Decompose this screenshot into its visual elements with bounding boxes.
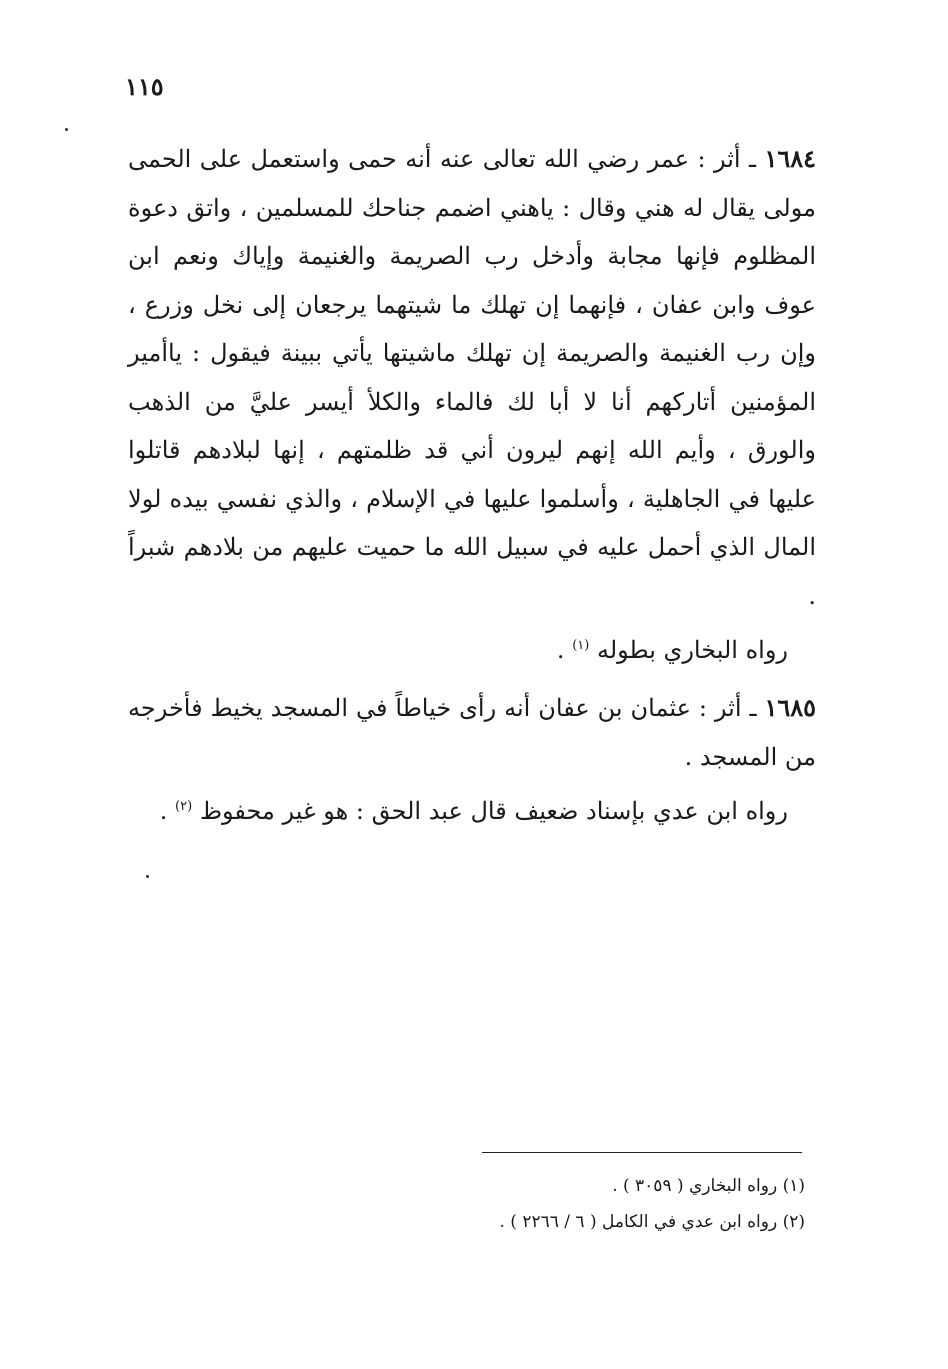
main-text xyxy=(128,135,816,835)
scan-speck xyxy=(65,128,68,131)
entry-number: ١٦٨٥ xyxy=(764,693,816,722)
scan-speck xyxy=(146,875,149,878)
page-number: ١١٥ xyxy=(125,72,164,101)
source-text: رواه البخاري بطوله xyxy=(596,636,788,664)
source-text: رواه ابن عدي بإسناد ضعيف قال عبد الحق : هو غير محفوظ xyxy=(199,797,788,825)
source-end: . xyxy=(159,797,168,825)
entry-1685-source xyxy=(128,787,816,835)
entry-1684-source xyxy=(128,626,816,674)
entry-body: ـ أثر : عثمان بن عفان أنه رأى خياطاً في المسجد يخيط فأخرجه من المسجد . xyxy=(128,694,816,771)
footnote-divider xyxy=(482,1152,802,1153)
entry-1684 xyxy=(128,135,816,620)
footnotes xyxy=(400,1168,805,1240)
footnote-marker: (١) xyxy=(572,638,590,653)
entry-body: ـ أثر : عمر رضي الله تعالى عنه أنه حمى واستعمل على الحمى مولى يقال له هني وقال : ياهني اضمم جناحك للمسلمين ، واتق دعوة المظلوم فإنها مجابة وأدخل رب الصريمة والغنيمة وإياك ونعم ابن عوف وابن عفان ، فإنهما إن تهلك ما شيتهما يرجعان إلى نخل وزرع ، وإن رب الغنيمة والصريمة إن تهلك ماشيتها يأتي ببينة فيقول : ياأمير المؤمنين أتاركهم أنا لا أبا لك فالماء والكلأ أيسر عليَّ من الذهب والورق ، وأيم الله إنهم ليرون أني قد ظلمتهم ، إنها لبلادهم قاتلوا عليها في الجاهلية ، وأسلموا عليها في الإسلام ، والذي نفسي بيده لولا المال الذي أحمل عليه في سبيل الله ما حميت عليهم من بلادهم شبراً . xyxy=(128,145,816,610)
source-end: . xyxy=(556,636,565,664)
entry-1685 xyxy=(128,684,816,781)
footnote-2: (٢) رواه ابن عدي في الكامل ( ٦ / ٢٢٦٦ ) . xyxy=(499,1212,805,1232)
entry-number: ١٦٨٤ xyxy=(764,144,816,173)
footnote-1: (١) رواه البخاري ( ٣٠٥٩ ) . xyxy=(612,1176,805,1196)
footnote-marker: (٢) xyxy=(175,799,193,814)
